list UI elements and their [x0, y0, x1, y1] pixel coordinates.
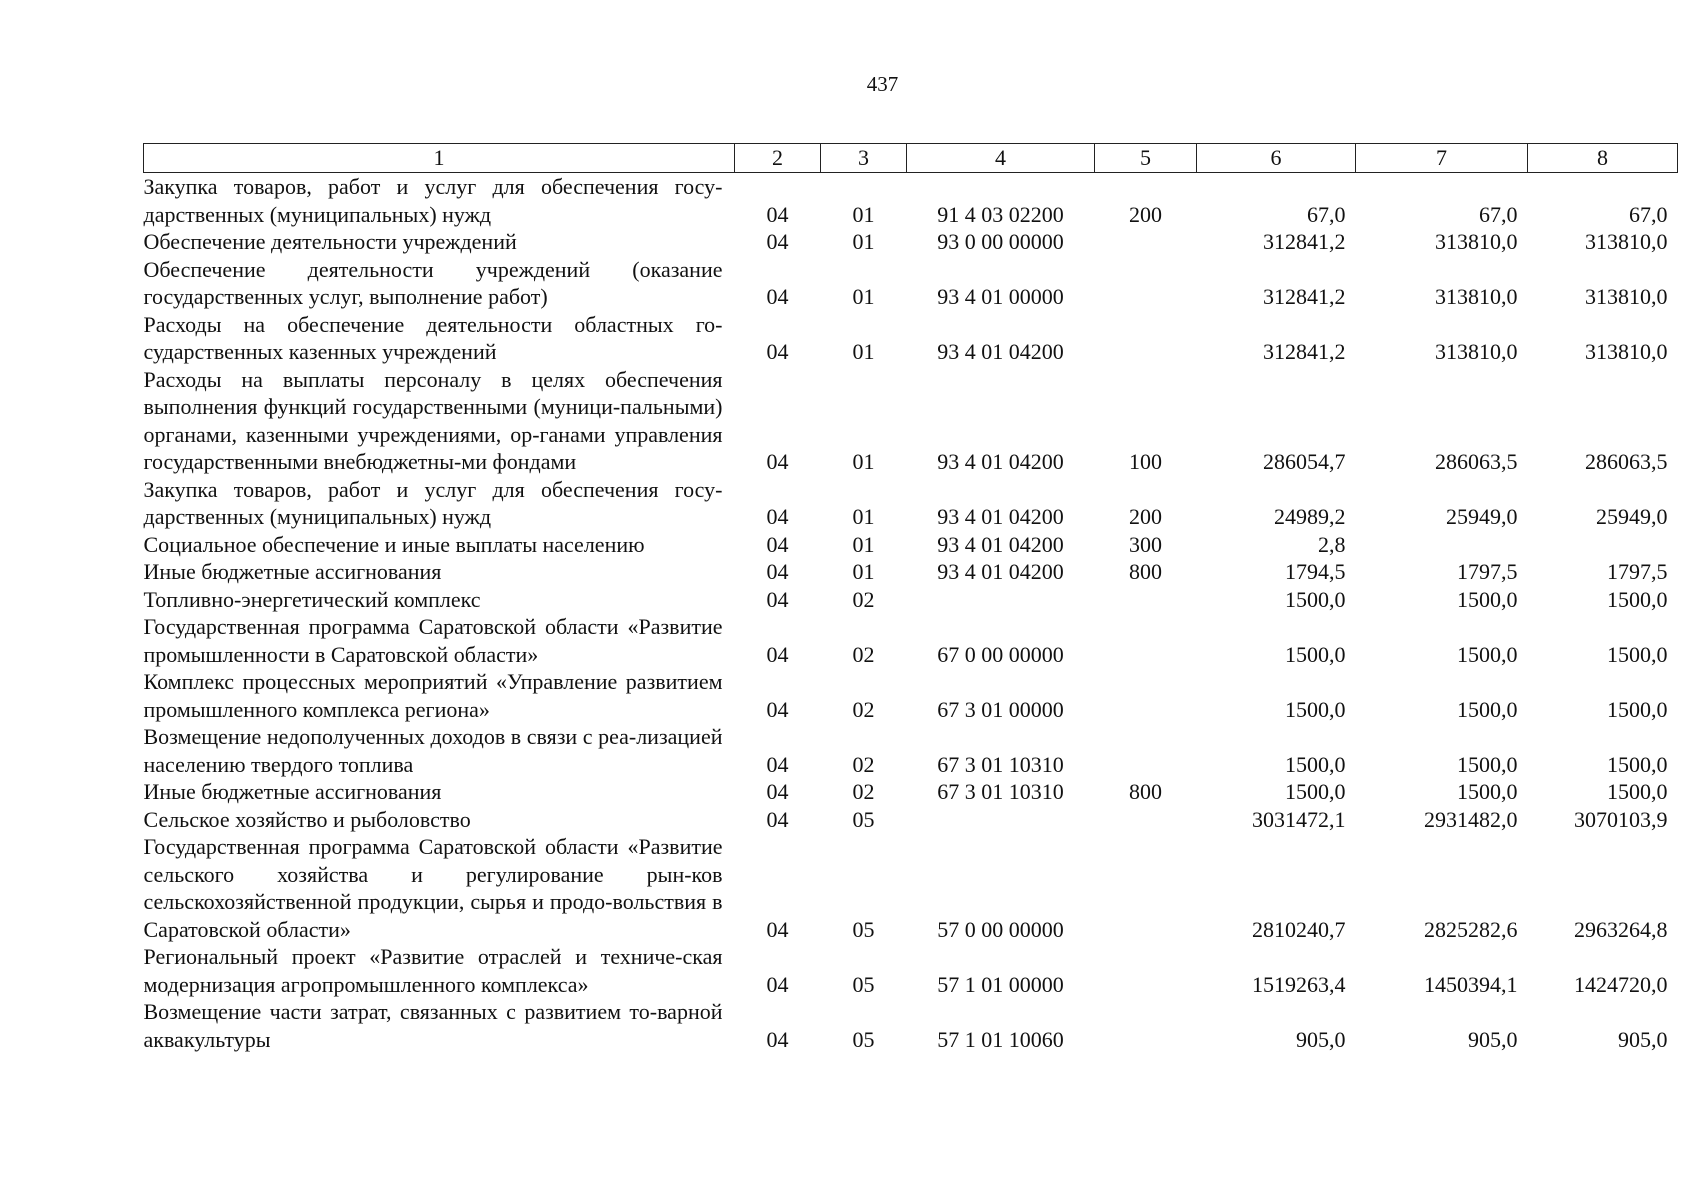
section-code-cell: 04	[766, 779, 789, 804]
section-code-cell: 04	[766, 806, 789, 832]
expense-type-cell	[1095, 586, 1197, 614]
amount-col6-cell: 312841,2	[1263, 284, 1346, 309]
amount-col7-cell: 2931482,0	[1424, 806, 1518, 832]
target-article-cell: 93 4 01 04200	[937, 504, 1064, 529]
target-article-cell: 67 0 00 00000	[937, 641, 1064, 667]
amount-col7-cell: 313810,0	[1435, 229, 1518, 254]
amount-col7-cell: 286063,5	[1435, 449, 1518, 474]
amount-col8-cell: 1424720,0	[1574, 971, 1668, 997]
amount-col8-cell: 1500,0	[1607, 779, 1668, 804]
row-name-cell: Расходы на выплаты персоналу в целях обеспечения выполнения функций государственными (муници-пальными) органами, казенными учреждениями, ор-ганами управления государственными внебюджетны-ми фондами	[143, 366, 723, 474]
row-name-cell: Обеспечение деятельности учреждений (оказание государственных услуг, выполнение работ)	[143, 256, 723, 309]
row-name-cell: Обеспечение деятельности учреждений	[143, 229, 517, 254]
row-name-cell: Возмещение части затрат, связанных с развитием то-варной аквакультуры	[143, 999, 723, 1052]
section-code-cell: 04	[766, 229, 789, 254]
amount-col7-cell: 1500,0	[1457, 779, 1518, 804]
target-article-cell: 93 4 01 04200	[937, 339, 1064, 364]
section-code-cell: 04	[766, 339, 789, 364]
row-name-cell: Социальное обеспечение и иные выплаты населению	[143, 531, 645, 557]
subsection-code-cell: 01	[852, 449, 875, 474]
table-row	[144, 613, 1678, 668]
column-header-2: 2	[735, 144, 821, 173]
amount-col7-cell: 1500,0	[1457, 586, 1518, 612]
subsection-code-cell: 01	[852, 504, 875, 529]
subsection-code-cell: 02	[852, 751, 875, 777]
amount-col6-cell: 1500,0	[1285, 751, 1346, 777]
table-body	[144, 173, 1678, 1054]
subsection-code-cell: 02	[852, 586, 875, 612]
section-code-cell: 04	[766, 1026, 789, 1052]
expense-type-cell: 200	[1129, 504, 1162, 529]
row-name-cell: Топливно-энергетический комплекс	[143, 586, 481, 612]
amount-col8-cell: 1797,5	[1607, 559, 1668, 584]
expense-type-cell	[1095, 613, 1197, 668]
amount-col6-cell: 312841,2	[1263, 339, 1346, 364]
target-article-cell: 67 3 01 10310	[937, 779, 1064, 804]
section-code-cell: 04	[766, 641, 789, 667]
expense-type-cell	[1095, 668, 1197, 723]
expense-type-cell	[1095, 998, 1197, 1053]
target-article-cell: 93 4 01 04200	[937, 449, 1064, 474]
expense-type-cell	[1095, 806, 1197, 834]
amount-col7-cell: 1500,0	[1457, 696, 1518, 722]
amount-col6-cell: 1519263,4	[1252, 971, 1346, 997]
target-article-cell: 67 3 01 10310	[937, 751, 1064, 777]
table-row	[144, 806, 1678, 834]
row-name-cell: Возмещение недополученных доходов в связи с реа-лизацией населению твердого топлива	[143, 724, 723, 777]
amount-col7-cell: 1797,5	[1457, 559, 1518, 584]
amount-col8-cell: 313810,0	[1585, 284, 1668, 309]
subsection-code-cell: 02	[852, 696, 875, 722]
subsection-code-cell: 02	[852, 779, 875, 804]
expense-type-cell	[1095, 228, 1197, 256]
expense-type-cell: 300	[1129, 531, 1162, 557]
expense-type-cell	[1095, 311, 1197, 366]
amount-col6-cell: 67,0	[1307, 201, 1346, 227]
subsection-code-cell: 05	[852, 806, 875, 832]
row-name-cell: Государственная программа Саратовской области «Развитие промышленности в Саратовской области»	[143, 614, 723, 667]
amount-col7-cell: 905,0	[1468, 1026, 1518, 1052]
target-article-cell: 57 1 01 10060	[937, 1026, 1064, 1052]
amount-col6-cell: 2810240,7	[1252, 916, 1346, 942]
amount-col7-cell: 313810,0	[1435, 339, 1518, 364]
subsection-code-cell: 05	[852, 1026, 875, 1052]
table-row	[144, 558, 1678, 586]
amount-col6-cell: 312841,2	[1263, 229, 1346, 254]
table-row	[144, 311, 1678, 366]
subsection-code-cell: 05	[852, 971, 875, 997]
subsection-code-cell: 05	[852, 916, 875, 942]
amount-col7-cell: 2825282,6	[1424, 916, 1518, 942]
amount-col6-cell: 286054,7	[1263, 449, 1346, 474]
column-header-6: 6	[1197, 144, 1356, 173]
amount-col8-cell: 1500,0	[1607, 696, 1668, 722]
expense-type-cell: 800	[1129, 779, 1162, 804]
table-row	[144, 778, 1678, 806]
subsection-code-cell: 01	[852, 229, 875, 254]
target-article-cell	[907, 806, 1095, 834]
amount-col6-cell: 1500,0	[1285, 641, 1346, 667]
target-article-cell: 93 4 01 04200	[937, 531, 1064, 557]
column-header-4: 4	[907, 144, 1095, 173]
row-name-cell: Государственная программа Саратовской области «Развитие сельского хозяйства и регулирование рын-ков сельскохозяйственной продукции, сырья и продо-вольствия в Саратовской области»	[143, 834, 723, 942]
target-article-cell: 67 3 01 00000	[937, 696, 1064, 722]
header-row	[144, 144, 1678, 173]
row-name-cell: Расходы на обеспечение деятельности областных го-сударственных казенных учреждений	[143, 311, 723, 364]
amount-col6-cell: 905,0	[1296, 1026, 1346, 1052]
table-row	[144, 723, 1678, 778]
table-row	[144, 586, 1678, 614]
table-row	[144, 228, 1678, 256]
target-article-cell: 57 1 01 00000	[937, 971, 1064, 997]
subsection-code-cell: 02	[852, 641, 875, 667]
target-article-cell: 91 4 03 02200	[937, 201, 1064, 227]
row-name-cell: Иные бюджетные ассигнования	[143, 559, 442, 584]
expense-type-cell	[1095, 723, 1197, 778]
table-row	[144, 173, 1678, 229]
amount-col6-cell: 1794,5	[1285, 559, 1346, 584]
row-name-cell: Закупка товаров, работ и услуг для обеспечения госу-дарственных (муниципальных) нужд	[143, 174, 723, 227]
section-code-cell: 04	[766, 696, 789, 722]
target-article-cell: 93 4 01 00000	[937, 284, 1064, 309]
section-code-cell: 04	[766, 284, 789, 309]
section-code-cell: 04	[766, 916, 789, 942]
amount-col7-cell: 25949,0	[1446, 504, 1518, 529]
column-header-7: 7	[1356, 144, 1528, 173]
expense-type-cell	[1095, 943, 1197, 998]
amount-col8-cell: 67,0	[1629, 201, 1668, 227]
amount-col8-cell: 286063,5	[1585, 449, 1668, 474]
column-header-1: 1	[144, 144, 735, 173]
table-header	[144, 144, 1678, 173]
target-article-cell: 93 0 00 00000	[937, 229, 1064, 254]
amount-col6-cell: 1500,0	[1285, 696, 1346, 722]
target-article-cell: 93 4 01 04200	[937, 559, 1064, 584]
subsection-code-cell: 01	[852, 559, 875, 584]
section-code-cell: 04	[766, 971, 789, 997]
subsection-code-cell: 01	[852, 339, 875, 364]
amount-col8-cell	[1528, 531, 1678, 559]
amount-col8-cell: 1500,0	[1607, 586, 1668, 612]
column-header-8: 8	[1528, 144, 1678, 173]
row-name-cell: Комплекс процессных мероприятий «Управление развитием промышленного комплекса региона»	[143, 669, 723, 722]
table-row	[144, 998, 1678, 1053]
amount-col7-cell: 67,0	[1479, 201, 1518, 227]
budget-table	[143, 143, 1678, 1053]
amount-col8-cell: 25949,0	[1596, 504, 1668, 529]
section-code-cell: 04	[766, 751, 789, 777]
table-row	[144, 833, 1678, 943]
table-row	[144, 531, 1678, 559]
expense-type-cell: 800	[1129, 559, 1162, 584]
column-header-3: 3	[821, 144, 907, 173]
amount-col6-cell: 24989,2	[1274, 504, 1346, 529]
amount-col7-cell: 313810,0	[1435, 284, 1518, 309]
section-code-cell: 04	[766, 504, 789, 529]
subsection-code-cell: 01	[852, 531, 875, 557]
amount-col7-cell: 1500,0	[1457, 751, 1518, 777]
amount-col8-cell: 1500,0	[1607, 641, 1668, 667]
row-name-cell: Иные бюджетные ассигнования	[143, 779, 442, 804]
section-code-cell: 04	[766, 559, 789, 584]
section-code-cell: 04	[766, 201, 789, 227]
target-article-cell	[907, 586, 1095, 614]
table-row	[144, 366, 1678, 476]
expense-type-cell	[1095, 256, 1197, 311]
amount-col6-cell: 2,8	[1318, 531, 1346, 557]
table-row	[144, 943, 1678, 998]
expense-type-cell: 200	[1129, 201, 1162, 227]
page-number: 437	[866, 72, 899, 96]
amount-col7-cell: 1500,0	[1457, 641, 1518, 667]
column-header-5: 5	[1095, 144, 1197, 173]
amount-col6-cell: 1500,0	[1285, 779, 1346, 804]
section-code-cell: 04	[766, 586, 789, 612]
table-row	[144, 476, 1678, 531]
amount-col8-cell: 3070103,9	[1574, 806, 1668, 832]
amount-col8-cell: 905,0	[1618, 1026, 1668, 1052]
section-code-cell: 04	[766, 449, 789, 474]
subsection-code-cell: 01	[852, 201, 875, 227]
amount-col8-cell: 2963264,8	[1574, 916, 1668, 942]
target-article-cell: 57 0 00 00000	[937, 916, 1064, 942]
amount-col6-cell: 1500,0	[1285, 586, 1346, 612]
amount-col6-cell: 3031472,1	[1252, 806, 1346, 832]
row-name-cell: Сельское хозяйство и рыболовство	[143, 806, 471, 832]
row-name-cell: Закупка товаров, работ и услуг для обеспечения госу-дарственных (муниципальных) нужд	[143, 476, 723, 529]
amount-col7-cell	[1356, 531, 1528, 559]
amount-col8-cell: 313810,0	[1585, 339, 1668, 364]
amount-col8-cell: 1500,0	[1607, 751, 1668, 777]
amount-col7-cell: 1450394,1	[1424, 971, 1518, 997]
expense-type-cell: 100	[1129, 449, 1162, 474]
section-code-cell: 04	[766, 531, 789, 557]
subsection-code-cell: 01	[852, 284, 875, 309]
row-name-cell: Региональный проект «Развитие отраслей и техниче-ская модернизация агропромышленного комплекса»	[143, 944, 723, 997]
table-row	[144, 668, 1678, 723]
table-row	[144, 256, 1678, 311]
expense-type-cell	[1095, 833, 1197, 943]
amount-col8-cell: 313810,0	[1585, 229, 1668, 254]
